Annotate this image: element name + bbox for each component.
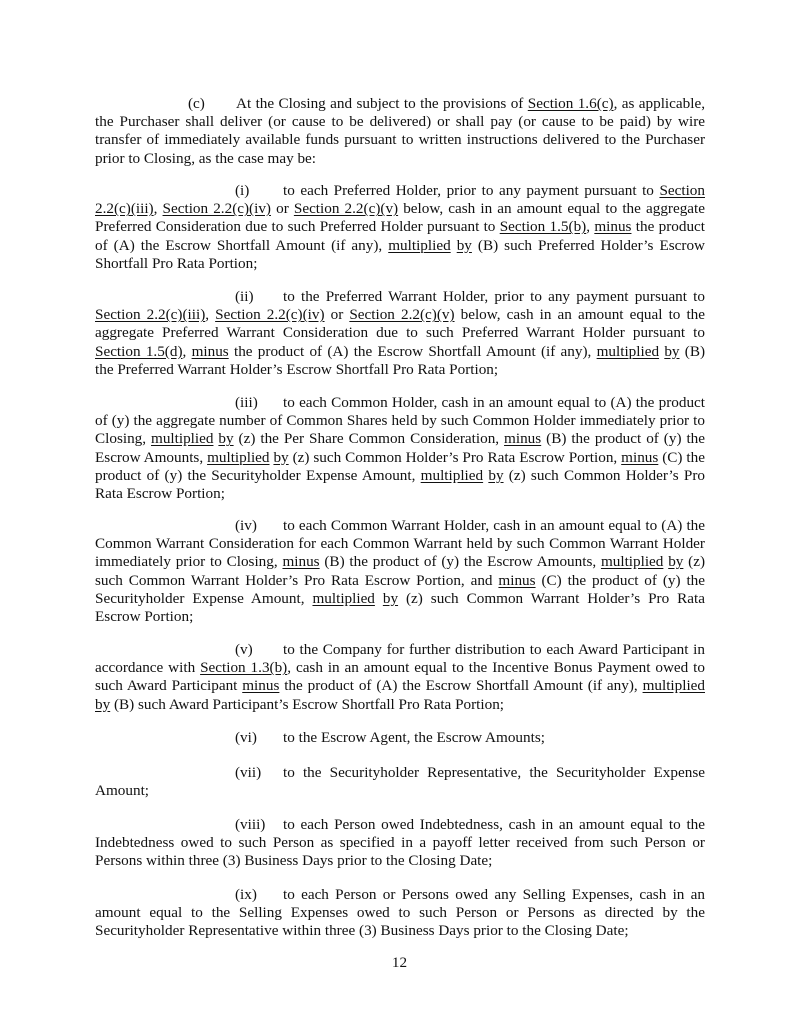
underlined-reference: by: [382, 589, 399, 607]
paragraph-number: (iii): [235, 394, 258, 411]
underlined-reference: minus: [282, 553, 320, 571]
text-run: , cash in an amount equal to the Incentive Bonus Payment owed to such Award Participant: [95, 659, 705, 695]
text-run: to the Preferred Warrant Holder, prior to any payment pursuant to: [283, 288, 705, 305]
text-run: to the Escrow Agent, the Escrow Amounts;: [283, 729, 545, 746]
underlined-reference: minus: [621, 448, 659, 466]
underlined-reference: minus: [504, 430, 542, 448]
underlined-reference: by: [664, 342, 680, 360]
underlined-reference: multiplied: [420, 466, 484, 484]
paragraph-text: [95, 816, 705, 869]
text-run: or: [270, 200, 294, 218]
text-run: (B) the product of (y) the Escrow Amounts,: [319, 553, 601, 571]
text-run: [375, 590, 383, 607]
text-run: the product of (A) the Escrow Shortfall Amount (if any),: [95, 218, 705, 254]
paragraph-vi: [95, 729, 705, 747]
underlined-reference: by: [218, 430, 234, 448]
text-run: , as applicable, the Purchaser shall deliver (or cause to be delivered) or shall pay (or cause to be paid) by wire transfer of immediately available funds pursuant to written instructions delivered to the Purchaser prior to Closing, as the case may be:: [95, 95, 705, 167]
underlined-reference: by: [273, 448, 289, 466]
text-run: (z) such Common Holder’s Pro Rata Escrow Portion,: [288, 448, 622, 466]
underlined-reference: Section 2.2(c)(v): [349, 306, 455, 324]
text-run: below, cash in an amount equal to the aggregate Preferred Warrant Consideration due to such Preferred Warrant Holder pursuant to: [95, 306, 706, 342]
text-run: (C) the product of (y) the Securityholder Expense Amount,: [95, 448, 705, 484]
underlined-reference: minus: [242, 677, 280, 695]
text-run: (z) such Common Warrant Holder’s Pro Rata Escrow Portion, and: [95, 553, 706, 589]
paragraph-number: (ix): [235, 886, 257, 903]
underlined-reference: multiplied: [596, 342, 660, 360]
text-run: to each Person or Persons owed any Selling Expenses, cash in an amount equal to the Selling Expenses owed to such Person or Persons as directed by the Securityholder Representative within three (3) Business Days prior to the Closing Date;: [95, 886, 705, 940]
underlined-reference: by: [95, 695, 111, 713]
underlined-reference: by: [456, 236, 472, 254]
underlined-reference: multiplied: [312, 589, 375, 607]
text-run: (B) such Award Participant’s Escrow Shortfall Pro Rata Portion;: [110, 695, 505, 713]
underlined-reference: multiplied: [388, 236, 451, 254]
paragraph-text: [95, 641, 705, 713]
paragraph-number: (i): [235, 182, 250, 199]
text-run: (C) the product of (y) the Securityholder Expense Amount,: [95, 571, 705, 607]
text-run: At the Closing and subject to the provisions of: [236, 95, 528, 112]
text-run: (z) the Per Share Common Consideration,: [233, 430, 505, 448]
paragraph-i: [95, 182, 705, 273]
text-run: (z) such Common Holder’s Pro Rata Escrow Portion;: [95, 466, 705, 503]
paragraph-number: (viii): [235, 816, 266, 833]
text-run: (B) the Preferred Warrant Holder’s Escrow Shortfall Pro Rata Portion;: [95, 342, 706, 378]
underlined-reference: minus: [498, 571, 536, 589]
paragraph-number: (iv): [235, 517, 257, 534]
paragraph-text: [95, 182, 705, 272]
text-run: ,: [153, 200, 163, 218]
underlined-reference: Section 1.5(b): [499, 218, 587, 236]
paragraph-text: [95, 517, 705, 625]
underlined-reference: Section 2.2(c)(iv): [162, 200, 271, 218]
text-run: ,: [182, 342, 192, 360]
underlined-reference: Section 2.2(c)(iii): [95, 306, 206, 324]
paragraph-number: (vii): [235, 764, 262, 781]
paragraph-viii: [95, 816, 705, 871]
paragraph-vii: [95, 764, 705, 800]
page-number: 12: [391, 954, 408, 971]
text-run: ,: [205, 306, 216, 324]
text-run: or: [324, 306, 350, 324]
underlined-reference: minus: [191, 342, 229, 360]
paragraph-text: [95, 886, 705, 939]
underlined-reference: multiplied: [642, 677, 705, 695]
paragraph-text: [95, 95, 705, 167]
paragraph-v: [95, 641, 705, 714]
text-run: (z) such Common Warrant Holder’s Pro Rata Escrow Portion;: [95, 589, 705, 626]
text-run: to each Person owed Indebtedness, cash in an amount equal to the Indebtedness owed to such Person as specified in a payoff letter received from such Person or Persons within three (3) Business Days prior to the Closing Date;: [95, 816, 705, 870]
paragraph-ii: [95, 288, 705, 379]
underlined-reference: Section 1.5(d): [95, 342, 183, 360]
text-run: the product of (A) the Escrow Shortfall Amount (if any),: [279, 677, 643, 695]
text-run: below, cash in an amount equal to the aggregate Preferred Consideration due to such Preferred Holder pursuant to: [95, 200, 706, 236]
paragraph-text: [283, 729, 545, 746]
paragraph-ix: [95, 886, 705, 941]
underlined-reference: Section 1.6(c): [527, 95, 614, 112]
paragraph-number: (ii): [235, 288, 254, 305]
underlined-reference: multiplied: [600, 553, 664, 571]
text-run: (B) the product of (y) the Escrow Amounts,: [95, 430, 706, 466]
text-run: to each Common Warrant Holder, cash in an amount equal to (A) the Common Warrant Consideration for each Common Warrant held by such Common Warrant Holder immediately prior to Closing,: [95, 517, 705, 571]
paragraph-number: (c): [188, 95, 205, 112]
underlined-reference: Section 2.2(c)(iii): [95, 182, 705, 218]
paragraph-iii: [95, 394, 705, 503]
text-run: to the Securityholder Representative, the Securityholder Expense Amount;: [95, 764, 705, 800]
paragraph-text: [95, 764, 705, 799]
underlined-reference: multiplied: [207, 448, 270, 466]
underlined-reference: Section 2.2(c)(iv): [215, 306, 325, 324]
text-run: (B) such Preferred Holder’s Escrow Shortfall Pro Rata Portion;: [95, 236, 705, 272]
paragraph-c: [95, 95, 705, 168]
text-run: to each Preferred Holder, prior to any payment pursuant to: [283, 182, 660, 199]
underlined-reference: by: [668, 553, 684, 571]
paragraph-text: [95, 288, 705, 378]
underlined-reference: by: [488, 466, 504, 484]
text-run: to the Company for further distribution to each Award Participant in accordance with: [95, 641, 705, 677]
paragraph-iv: [95, 517, 705, 626]
underlined-reference: minus: [594, 218, 632, 236]
underlined-reference: Section 1.3(b): [200, 659, 288, 677]
paragraph-text: [95, 394, 705, 502]
paragraph-number: (vi): [235, 729, 257, 746]
paragraph-number: (v): [235, 641, 253, 658]
text-run: ,: [586, 218, 595, 236]
underlined-reference: multiplied: [151, 430, 214, 448]
text-run: the product of (A) the Escrow Shortfall Amount (if any),: [228, 342, 597, 360]
underlined-reference: Section 2.2(c)(v): [293, 200, 399, 218]
text-run: to each Common Holder, cash in an amount equal to (A) the product of (y) the aggregate number of Common Shares held by such Common Holder immediately prior to Closing,: [95, 394, 705, 448]
